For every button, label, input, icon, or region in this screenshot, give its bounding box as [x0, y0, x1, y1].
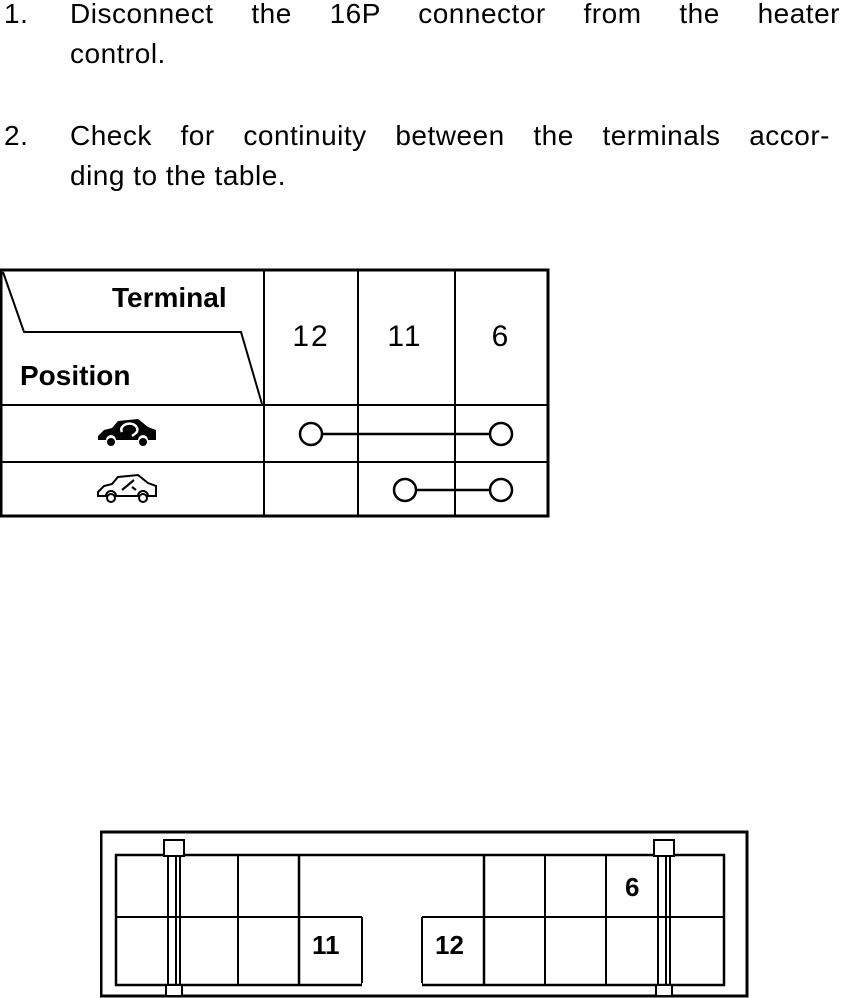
column-header-terminal: 11 [387, 320, 423, 353]
step-text-line-1: Disconnect the 16P connector from the heater [70, 0, 840, 29]
header-position-label: Position [20, 360, 131, 391]
car-recirculate-icon [98, 419, 156, 446]
step-text-line-1: Check for continuity between the terminals accor- [70, 120, 830, 151]
pin-label: 11 [312, 930, 340, 960]
column-header-terminal: 6 [491, 320, 511, 353]
column-header-terminal: 12 [292, 320, 330, 353]
terminal-6-contact [490, 479, 512, 501]
step-number: 1. [4, 0, 29, 29]
pin-label: 12 [435, 930, 464, 960]
terminal-12-contact [300, 423, 322, 445]
terminal-11-contact [394, 479, 416, 501]
pin-label: 6 [625, 872, 640, 902]
step-text-line-2: ding to the table. [70, 160, 287, 191]
header-terminal-label: Terminal [112, 282, 227, 313]
terminal-6-contact [490, 423, 512, 445]
car-fresh-air-icon [98, 475, 156, 502]
continuity-row-1 [300, 423, 512, 445]
continuity-table [0, 268, 550, 518]
continuity-row-2 [394, 479, 512, 501]
step-text-line-2: control. [70, 38, 166, 69]
connector-16p-diagram [100, 830, 750, 998]
step-number: 2. [4, 120, 29, 151]
